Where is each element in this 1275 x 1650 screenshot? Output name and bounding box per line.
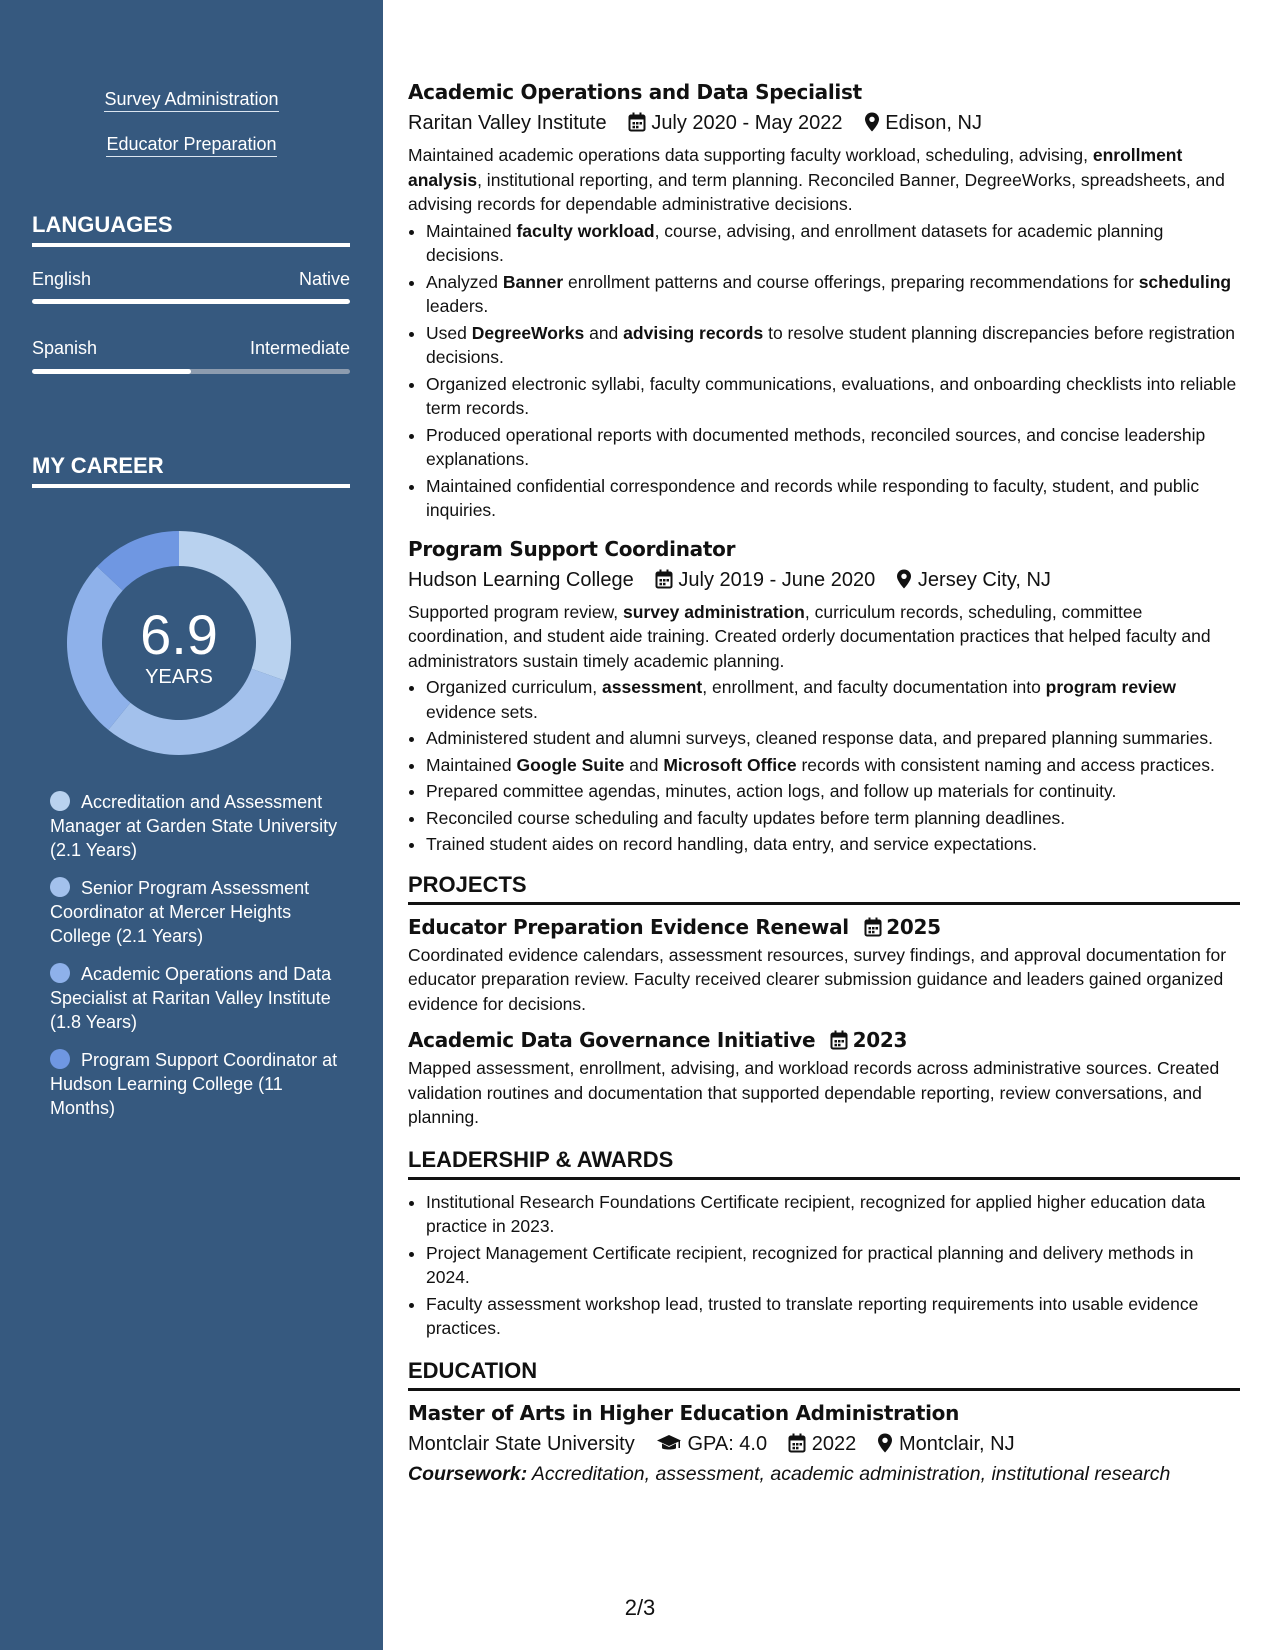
- job-location: Jersey City, NJ: [917, 568, 1051, 591]
- location-pin-icon: [877, 1433, 893, 1453]
- bullet-item: • Organized electronic syllabi, faculty communications, evaluations, and onboarding checklists into reliable term records.: [426, 372, 1240, 421]
- project-title: Educator Preparation Evidence Renewal: [408, 914, 849, 939]
- project-entry: [408, 1026, 1240, 1130]
- leadership-bullets: [408, 1190, 1240, 1341]
- language-row-english: [32, 268, 350, 290]
- language-bar-spanish: [32, 369, 350, 374]
- legend-dot: [50, 877, 70, 897]
- project-year: 2025: [886, 914, 941, 939]
- job-title: Program Support Coordinator: [408, 536, 736, 561]
- language-bar-english: [32, 299, 350, 304]
- leadership-section: [408, 1146, 1240, 1341]
- bullet-item: • Trained student aides on record handling, data entry, and service expectations.: [426, 832, 1240, 857]
- coursework-list: Accreditation, assessment, academic administration, institutional research: [531, 1462, 1171, 1485]
- language-name: English: [32, 269, 92, 289]
- job-organization: Hudson Learning College: [408, 568, 634, 591]
- career-item: [50, 1048, 340, 1120]
- career-item-text: Senior Program Assessment Coordinator at Mercer Heights College (2.1 Years): [50, 878, 310, 946]
- skill-link-survey-administration[interactable]: [0, 88, 383, 110]
- bullet-item: • Maintained confidential correspondence and records while responding to faculty, student, and public inquiries.: [426, 474, 1240, 523]
- bullet-item: • Reconciled course scheduling and faculty updates before term planning deadlines.: [426, 806, 1240, 831]
- school-name: Montclair State University: [408, 1432, 635, 1455]
- leadership-heading: LEADERSHIP & AWARDS: [408, 1146, 1240, 1180]
- calendar-icon: [628, 112, 646, 132]
- education-heading: EDUCATION: [408, 1357, 1240, 1391]
- project-description: Coordinated evidence calendars, assessment resources, survey findings, and approval documentation for educator preparation review. Faculty received clearer submission guidance and leaders gained organized evidence for decisions.: [408, 944, 1227, 1014]
- graduation-cap-icon: [656, 1433, 682, 1453]
- job-bullets: [408, 219, 1240, 523]
- career-item-text: Program Support Coordinator at Hudson Learning College (11 Months): [50, 1050, 338, 1118]
- main-content: [408, 78, 1240, 1488]
- project-description: Mapped assessment, enrollment, advising, and workload records across administrative sources. Created validation routines and documentation that supported dependable reporting, review conversations, and planning.: [408, 1058, 1220, 1127]
- projects-section: [408, 871, 1240, 1130]
- career-unit: YEARS: [145, 666, 213, 688]
- job-meta: [408, 566, 1240, 594]
- job-dates: July 2019 - June 2020: [678, 568, 876, 591]
- experience-entry: [408, 535, 1240, 857]
- bullet-item: • Used DegreeWorks and advising records to resolve student planning discrepancies before registration decisions.: [426, 321, 1240, 370]
- job-summary: Maintained academic operations data supporting faculty workload, scheduling, advising, enrollment analysis, institutional reporting, and term planning. Reconciled Banner, DegreeWorks, spreadsheets, and advising records for dependable administrative decisions.: [408, 145, 1225, 214]
- page-number: 2/3: [624, 1595, 656, 1620]
- career-list: [50, 790, 340, 1134]
- legend-dot: [50, 791, 70, 811]
- languages-heading: LANGUAGES: [32, 212, 350, 247]
- bullet-item: • Institutional Research Foundations Certificate recipient, recognized for applied higher education data practice in 2023.: [426, 1190, 1240, 1239]
- bullet-item: • Administered student and alumni surveys, cleaned response data, and prepared planning summaries.: [426, 726, 1240, 751]
- job-meta: [408, 109, 1240, 137]
- legend-dot: [50, 1049, 70, 1069]
- language-bar-fill: [32, 369, 191, 374]
- language-level: Native: [298, 269, 350, 289]
- calendar-icon: [655, 569, 673, 589]
- degree-title: Master of Arts in Higher Education Administration: [408, 1400, 960, 1425]
- location-pin-icon: [896, 569, 912, 589]
- career-donut-chart: [64, 528, 294, 758]
- job-bullets: [408, 675, 1240, 857]
- career-item: [50, 876, 340, 948]
- coursework-label: Coursework:: [408, 1462, 528, 1485]
- bullet-item: • Organized curriculum, assessment, enrollment, and faculty documentation into program review evidence sets.: [426, 675, 1240, 724]
- language-row-spanish: [32, 337, 350, 359]
- gpa: GPA: 4.0: [687, 1432, 768, 1455]
- calendar-icon: [830, 1030, 848, 1050]
- career-item: [50, 962, 340, 1034]
- language-name: Spanish: [32, 338, 98, 358]
- project-year: 2023: [852, 1028, 908, 1052]
- legend-dot: [50, 963, 70, 983]
- career-heading: MY CAREER: [32, 453, 350, 488]
- project-title: Academic Data Governance Initiative: [408, 1028, 816, 1052]
- career-item: [50, 790, 340, 862]
- career-total: 6.9: [140, 603, 218, 666]
- education-meta: [408, 1430, 1240, 1458]
- language-level: Intermediate: [249, 338, 350, 358]
- education-section: [408, 1357, 1240, 1488]
- job-dates: July 2020 - May 2022: [651, 112, 843, 134]
- bullet-item: • Prepared committee agendas, minutes, action logs, and follow up materials for continuity.: [426, 779, 1240, 804]
- experience-entry: [408, 78, 1240, 523]
- graduation-year: 2022: [811, 1432, 857, 1455]
- donut-segment-2: [67, 567, 130, 730]
- projects-heading: PROJECTS: [408, 871, 1240, 905]
- career-item-text: Academic Operations and Data Specialist at Raritan Valley Institute (1.8 Years): [50, 964, 332, 1032]
- skill-label: Educator Preparation: [106, 134, 276, 157]
- skill-link-educator-preparation[interactable]: [0, 133, 383, 155]
- sidebar: [0, 0, 383, 1650]
- bullet-item: • Analyzed Banner enrollment patterns and course offerings, preparing recommendations for scheduling leaders.: [426, 270, 1240, 319]
- bullet-item: • Project Management Certificate recipient, recognized for practical planning and delivery methods in 2024.: [426, 1241, 1240, 1290]
- school-location: Montclair, NJ: [898, 1432, 1015, 1455]
- project-entry: [408, 913, 1240, 1017]
- bullet-item: • Maintained Google Suite and Microsoft Office records with consistent naming and access practices.: [426, 753, 1240, 778]
- job-title: Academic Operations and Data Specialist: [408, 80, 862, 104]
- bullet-item: • Produced operational reports with documented methods, reconciled sources, and concise leadership explanations.: [426, 423, 1240, 472]
- location-pin-icon: [864, 112, 880, 132]
- job-location: Edison, NJ: [885, 112, 982, 134]
- bullet-item: • Faculty assessment workshop lead, trusted to translate reporting requirements into usable evidence practices.: [426, 1292, 1240, 1341]
- calendar-icon: [864, 917, 882, 937]
- job-organization: Raritan Valley Institute: [408, 112, 607, 134]
- language-bar-fill: [32, 299, 350, 304]
- coursework: [408, 1460, 1240, 1488]
- career-item-text: Accreditation and Assessment Manager at Garden State University (2.1 Years): [50, 792, 338, 860]
- calendar-icon: [788, 1433, 806, 1453]
- skill-label: Survey Administration: [104, 89, 278, 112]
- job-summary: Supported program review, survey administration, curriculum records, scheduling, committee coordination, and student aide training. Created orderly documentation practices that helped faculty and administrators sustain timely academic planning.: [408, 601, 1211, 671]
- bullet-item: • Maintained faculty workload, course, advising, and enrollment datasets for academic planning decisions.: [426, 219, 1240, 268]
